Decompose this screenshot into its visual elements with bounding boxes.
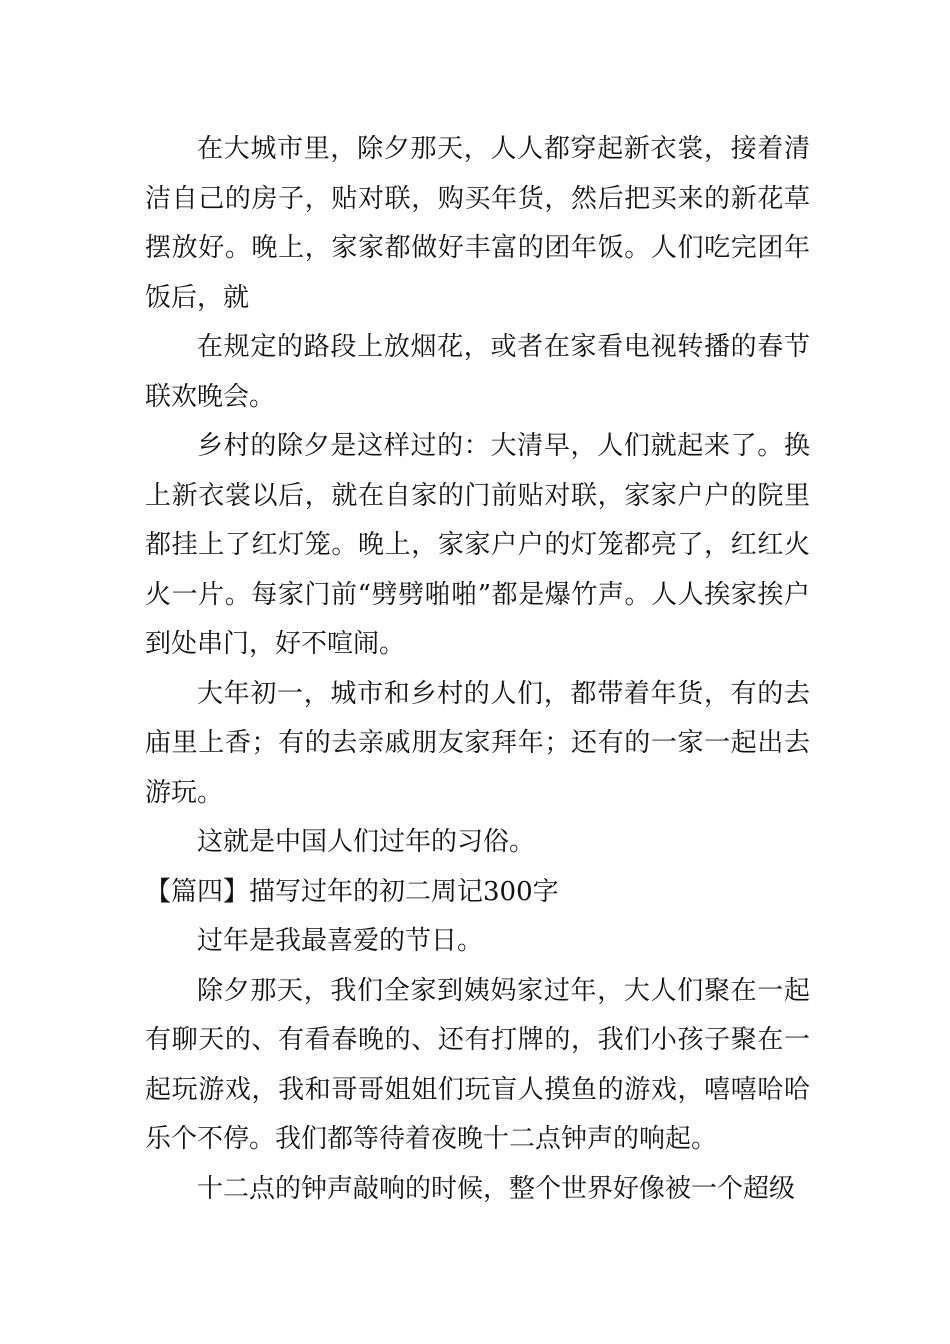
paragraph-midnight-bell: 十二点的钟声敲响的时候，整个世界好像被一个超级 <box>197 1173 796 1204</box>
paragraph-aunt-house: 除夕那天，我们全家到姨妈家过年，大人们聚在一起有聊天的、有看春晚的、还有打牌的，我们小孩子聚在一起玩游戏，我和哥哥姐姐们玩盲人摸鱼的游戏，嘻嘻哈哈乐个不停。我们都等待着夜晚十二点钟声的响起。 <box>145 975 810 1154</box>
paragraph-customs: 这就是中国人们过年的习俗。 <box>197 827 536 857</box>
paragraph-favorite-holiday: 过年是我最喜爱的节日。 <box>197 926 484 956</box>
document-body <box>145 125 810 1214</box>
paragraph-village-eve: 乡村的除夕是这样过的：大清早，人们就起来了。换上新衣裳以后，就在自家的门前贴对联，家家户户的院里都挂上了红灯笼。晚上，家家户户的灯笼都亮了，红红火火一片。每家门前“劈劈啪啪”都是爆竹声。人人挨家挨户到处串门，好不喧闹。 <box>145 431 810 659</box>
paragraph-new-year-day: 大年初一，城市和乡村的人们，都带着年货，有的去庙里上香；有的去亲戚朋友家拜年；还有的一家一起出去游玩。 <box>145 678 810 808</box>
section-heading: 【篇四】描写过年的初二周记300字 <box>145 876 559 907</box>
paragraph-city-eve: 在大城市里，除夕那天，人人都穿起新衣裳，接着清洁自己的房子，贴对联，购买年货，然后把买来的新花草摆放好。晚上，家家都做好丰富的团年饭。人们吃完团年饭后，就 <box>145 134 810 313</box>
paragraph-fireworks: 在规定的路段上放烟花，或者在家看电视转播的春节联欢晚会。 <box>145 332 810 412</box>
